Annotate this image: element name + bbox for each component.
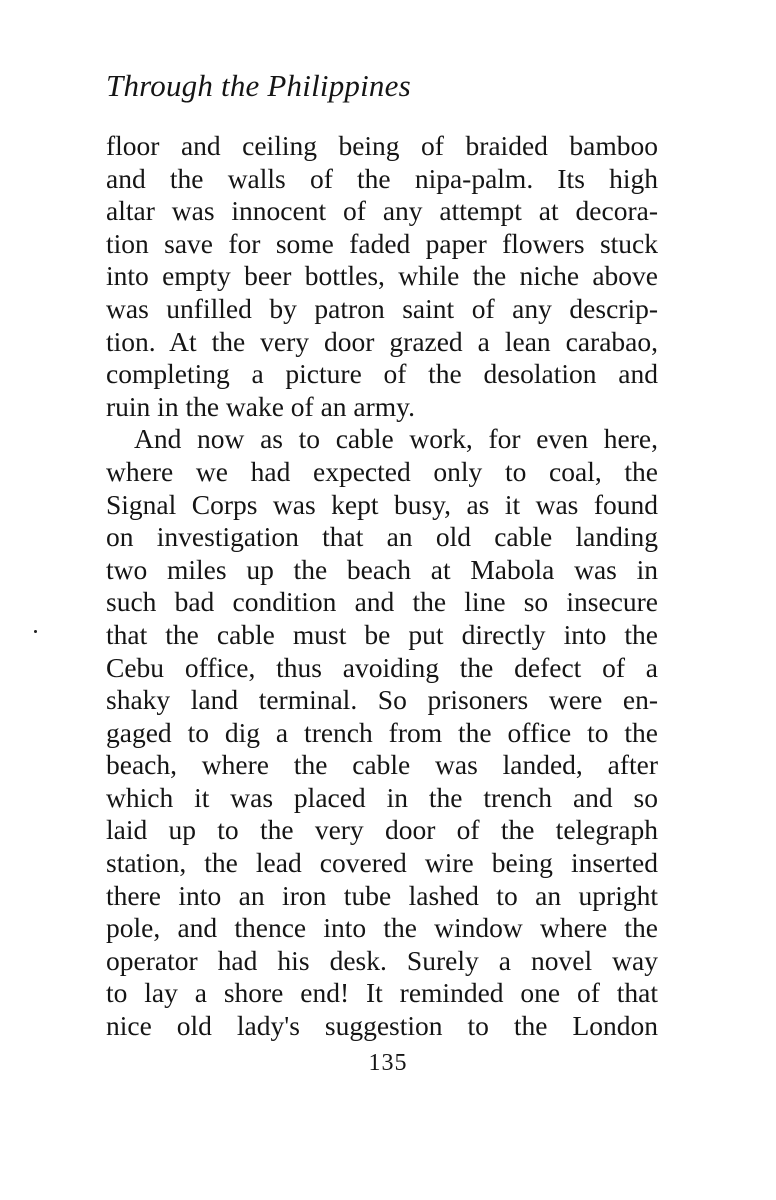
body-text [106, 130, 658, 1043]
text-line: on investigation that an old cable landing [106, 521, 658, 553]
stray-ink-dot [34, 630, 37, 633]
text-line: was unfilled by patron saint of any descrip- [106, 292, 658, 324]
text-line: there into an iron tube lashed to an upright [106, 879, 658, 911]
text-line: floor and ceiling being of braided bamboo [106, 130, 658, 161]
running-head: Through the Philippines [106, 68, 411, 103]
text-line: Cebu office, thus avoiding the defect of a [106, 651, 658, 683]
text-line: operator had his desk. Surely a novel way [106, 944, 658, 976]
text-line: and the walls of the nipa-palm. Its high [106, 162, 658, 194]
text-line: into empty beer bottles, while the niche above [106, 260, 658, 292]
text-line: beach, where the cable was landed, after [106, 749, 658, 781]
page-number: 135 [368, 1050, 408, 1076]
text-line: station, the lead covered wire being inserted [106, 847, 658, 879]
text-line: ruin in the wake of an army. [106, 390, 416, 422]
text-line: which it was placed in the trench and so [106, 781, 658, 813]
text-line: such bad condition and the line so insecure [106, 586, 658, 618]
text-line: Signal Corps was kept busy, as it was found [106, 488, 658, 520]
text-line: pole, and thence into the window where the [106, 912, 658, 944]
text-line: two miles up the beach at Mabola was in [106, 553, 658, 585]
text-line: nice old lady's suggestion to the London [106, 1010, 658, 1042]
text-line: to lay a shore end! It reminded one of that [106, 977, 658, 1009]
text-line: tion. At the very door grazed a lean carabao, [106, 325, 658, 357]
text-line: And now as to cable work, for even here, [134, 423, 658, 455]
text-line: that the cable must be put directly into the [106, 618, 658, 650]
text-line: where we had expected only to coal, the [106, 455, 658, 487]
text-line: completing a picture of the desolation and [106, 358, 658, 390]
text-line: laid up to the very door of the telegraph [106, 814, 658, 846]
text-line: gaged to dig a trench from the office to the [106, 716, 658, 748]
text-line: tion save for some faded paper flowers stuck [106, 227, 658, 259]
text-line: shaky land terminal. So prisoners were en- [106, 684, 658, 716]
text-line: altar was innocent of any attempt at decora- [106, 195, 658, 227]
